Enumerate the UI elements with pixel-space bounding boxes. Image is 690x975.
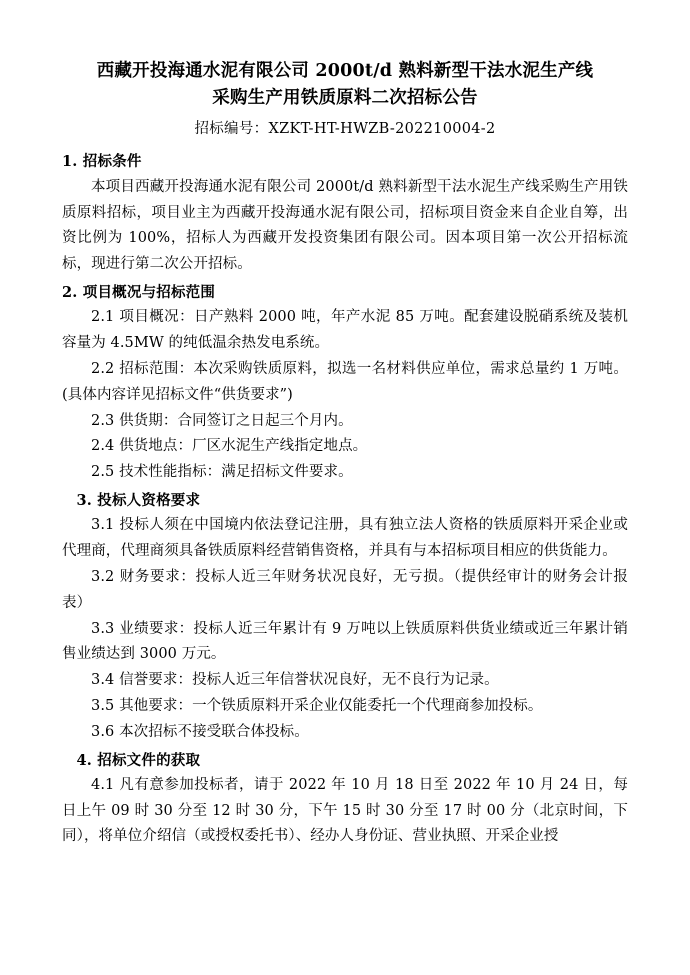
section-heading-1: 1. 招标条件 (62, 153, 142, 171)
bid-number: 招标编号：XZKT-HT-HWZB-202210004-2 (194, 121, 496, 138)
paragraph-2-4: 2.4 供货地点：厂区水泥生产线指定地点。 (91, 438, 368, 455)
section-heading-2: 2. 项目概况与招标范围 (62, 284, 216, 301)
page-title-line-1: 西藏开投海通水泥有限公司 2000t/d 熟料新型干法水泥生产线 (96, 61, 594, 81)
paragraph-1-1: 本项目西藏开投海通水泥有限公司 2000t/d 熟料新型干法水泥生产线采购生产用铁质原料招标，项目业主为西藏开投海通水泥有限公司，招标项目资金来自企业自筹，出资比例为 100%，招标人为西藏开发投资集团有限公司。因本项目第一次公开招标流标，现进行第二次公开招标。 (62, 178, 628, 273)
paragraph-3-2: 3.2 财务要求：投标人近三年财务状况良好，无亏损。（提供经审计的财务会计报表） (62, 568, 628, 611)
paragraph-3-1: 3.1 投标人须在中国境内依法登记注册，具有独立法人资格的铁质原料开采企业或代理商，代理商须具备铁质原料经营销售资格，并具有与本招标项目相应的供货能力。 (62, 517, 628, 560)
section-heading-4: 4. 招标文件的获取 (76, 751, 201, 769)
paragraph-3-5: 3.5 其他要求：一个铁质原料开采企业仅能委托一个代理商参加投标。 (91, 697, 543, 714)
paragraph-3-6: 3.6 本次招标不接受联合体投标。 (91, 723, 309, 740)
paragraph-2-2: 2.2 招标范围：本次采购铁质原料，拟选一名材料供应单位，需求总量约 1 万吨。(具体内容详见招标文件“供货要求”) (62, 360, 628, 403)
page-title-line-2: 采购生产用铁质原料二次招标公告 (212, 88, 478, 109)
paragraph-4-1: 4.1 凡有意参加投标者，请于 2022 年 10 月 18 日至 2022 年 10 月 24 日，每日上午 09 时 30 分至 12 时 30 分，下午 15 时 30 分至 17 时 00 分（北京时间，下同），将单位介绍信（或授权委托书）、经办人身份证、营业执照、开采企业授 (62, 776, 628, 845)
document-body (62, 149, 628, 850)
paragraph-3-4: 3.4 信誉要求：投标人近三年信誉状况良好，无不良行为记录。 (91, 672, 499, 689)
paragraph-2-1: 2.1 项目概况：日产熟料 2000 吨，年产水泥 85 万吨。配套建设脱硝系统及装机容量为 4.5MW 的纯低温余热发电系统。 (62, 309, 628, 352)
paragraph-2-3: 2.3 供货期：合同签订之日起三个月内。 (91, 412, 353, 429)
paragraph-2-5: 2.5 技术性能指标：满足招标文件要求。 (91, 464, 353, 481)
section-heading-3: 3. 投标人资格要求 (76, 491, 201, 509)
page-title (62, 58, 628, 112)
paragraph-3-3: 3.3 业绩要求：投标人近三年累计有 9 万吨以上铁质原料供货业绩或近三年累计销售业绩达到 3000 万元。 (62, 620, 628, 663)
